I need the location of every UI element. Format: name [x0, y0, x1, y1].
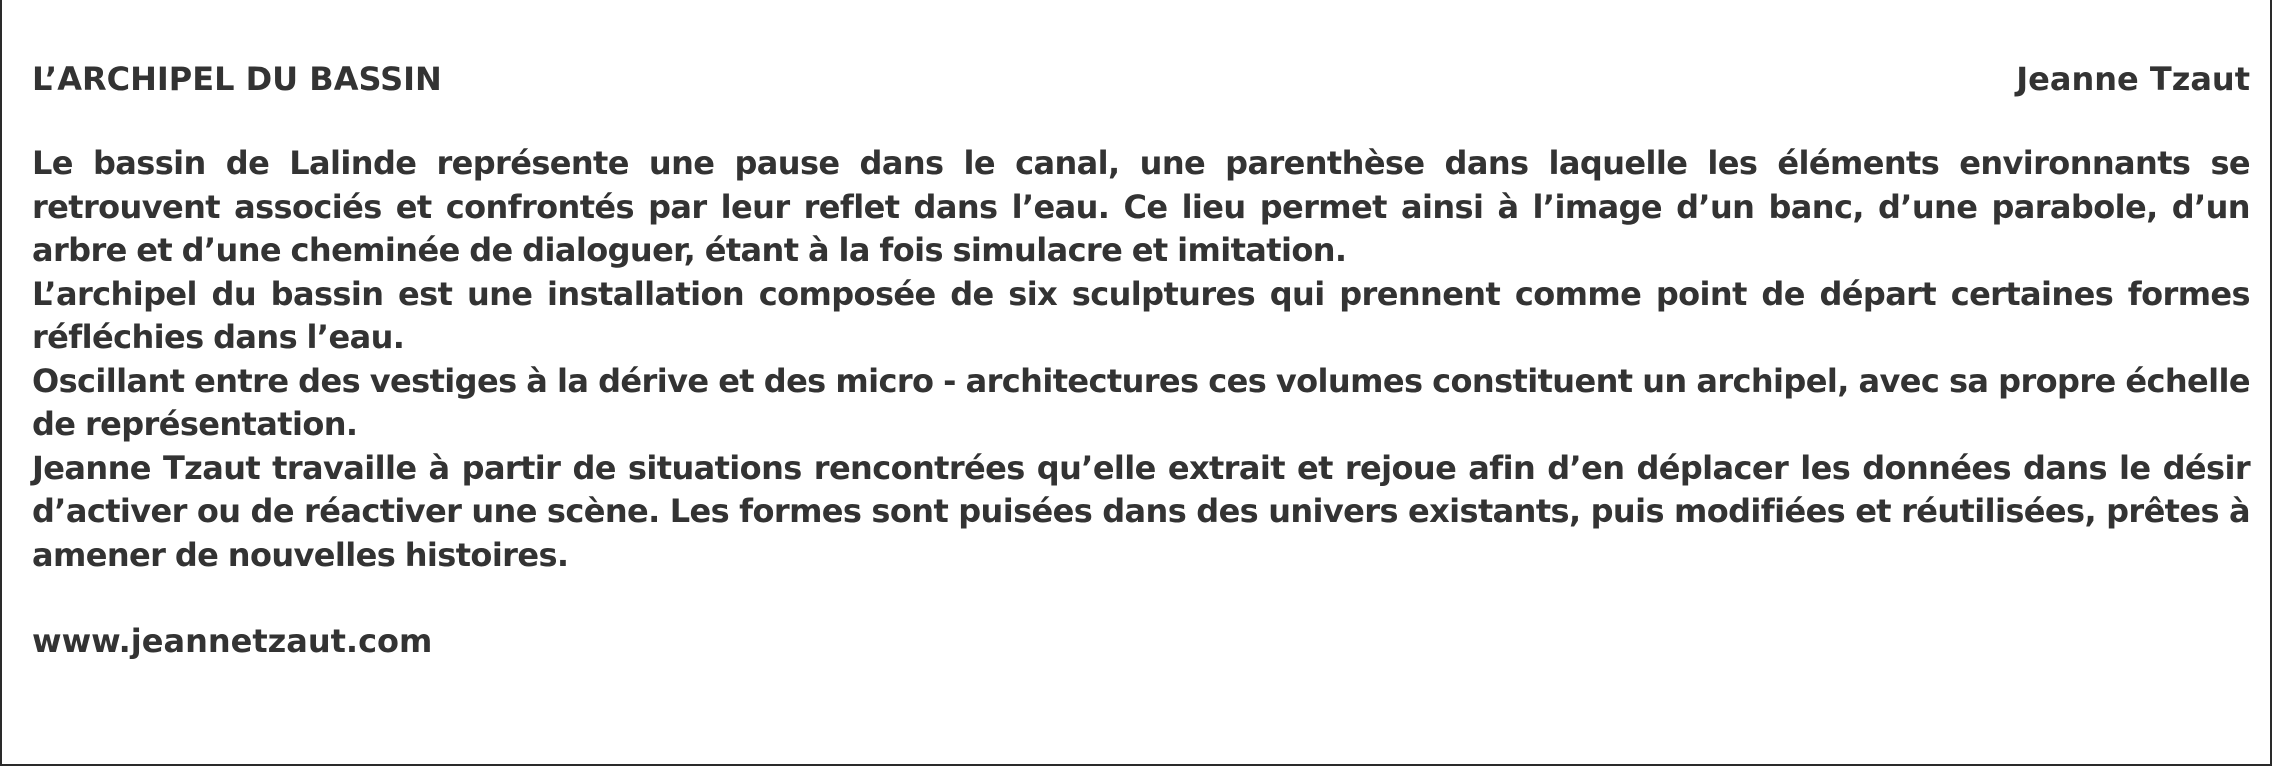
- paragraph: L’archipel du bassin est une installation composée de six sculptures qui prennent comme point de départ certaines formes réfléchies dans l’eau.: [32, 274, 2250, 356]
- artist-name: Jeanne Tzaut: [2016, 60, 2250, 98]
- header-row: [32, 58, 2250, 100]
- artwork-title: L’ARCHIPEL DU BASSIN: [32, 60, 442, 98]
- description: [32, 142, 2250, 577]
- website-text: www.jeannetzaut.com: [32, 622, 433, 660]
- panel-content: [32, 58, 2250, 662]
- paragraph: Jeanne Tzaut travaille à partir de situations rencontrées qu’elle extrait et rejoue afin d’en déplacer les données dans le désir d’activer ou de réactiver une scène. Les formes sont puisées dans des univers existants, puis modifiées et réutilisées, prêtes à amener de nouvelles histoires.: [32, 448, 2250, 574]
- paragraph: Le bassin de Lalinde représente une pause dans le canal, une parenthèse dans laquelle les éléments environnants se retrouvent associés et confrontés par leur reflet dans l’eau. Ce lieu permet ainsi à l’image d’un banc, d’une parabole, d’un arbre et d’une cheminée de dialoguer, étant à la fois simulacre et imitation.: [32, 144, 2250, 269]
- paragraph: Oscillant entre des vestiges à la dérive et des micro - architectures ces volumes constituent un archipel, avec sa propre échelle de représentation.: [32, 361, 2250, 443]
